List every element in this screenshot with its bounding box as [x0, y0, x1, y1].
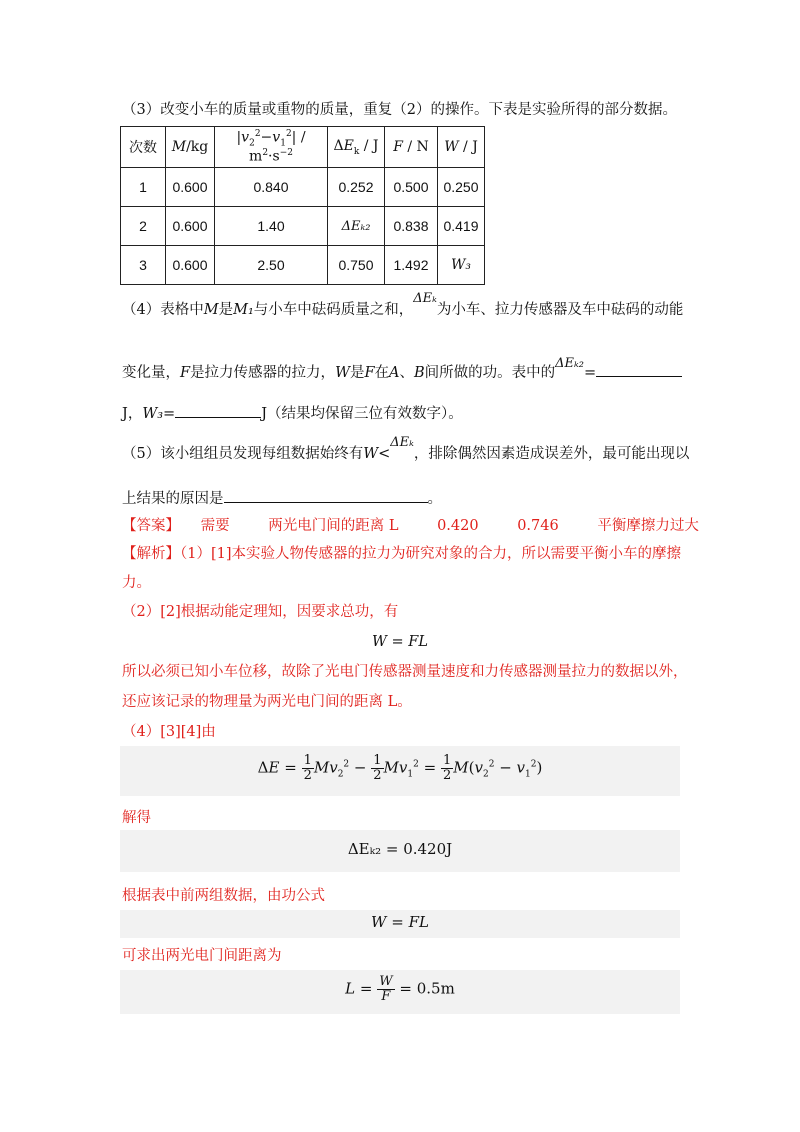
analysis-line-2: 力。: [122, 575, 151, 591]
header-mass: M/kg: [166, 127, 215, 168]
header-delta-ek: $\Delta E_k$ / J: [328, 127, 385, 168]
answer-blank-reason: [224, 488, 428, 503]
header-work: W / J: [438, 127, 485, 168]
analysis-line-3: （2）[2]根据动能定理知，因要求总功，有: [122, 604, 399, 620]
table-cell: 1: [121, 168, 166, 207]
question-5-line-1: （5）该小组组员发现每组数据始终有W<ΔEₖ，排除偶然因素造成误差外，最可能出现以: [122, 435, 690, 462]
formula-box-distance: [120, 970, 680, 1014]
formula-box-energy: [120, 746, 680, 796]
table-cell: W₃: [438, 246, 485, 285]
header-velocity-squared: $|v_2^2-v_1^2| / m^2\cdot s^{-2}$: [215, 127, 328, 168]
answer-label: 【答案】: [122, 518, 180, 534]
table-cell: 0.500: [385, 168, 438, 207]
table-cell: 1.492: [385, 246, 438, 285]
table-row: [121, 246, 485, 285]
table-cell: 0.600: [166, 207, 215, 246]
table-cell: 0.750: [328, 246, 385, 285]
table-cell: 3: [121, 246, 166, 285]
formula-result: ΔEₖ₂ = 0.420J: [347, 840, 453, 858]
table-cell: 0.600: [166, 168, 215, 207]
formula-energy: ΔE = $\frac{1}{2}$ $Mv_2^2$ − $\frac{1}{2}$ $Mv_1^2$ = $\frac{1}{2}$ $M(v_2^2 - v_1^2)$: [257, 753, 543, 783]
formula-work-1: W = FL: [372, 634, 428, 650]
analysis-line-8: 根据表中前两组数据，由功公式: [122, 888, 325, 904]
formula-box-work: [120, 910, 680, 938]
header-force: F / N: [385, 127, 438, 168]
table-cell: 0.250: [438, 168, 485, 207]
answer-2: 两光电门间的距离 L: [268, 518, 399, 534]
data-table: [120, 126, 485, 285]
answer-5: 平衡摩擦力过大: [597, 518, 699, 534]
table-cell: 0.600: [166, 246, 215, 285]
answer-4: 0.746: [517, 518, 559, 534]
question-4-line-2: 变化量，F是拉力传感器的拉力，W是F在A、B间所做的功。表中的ΔEₖ₂=: [122, 362, 682, 384]
formula-box-result: [120, 830, 680, 872]
table-cell: ΔEₖ₂: [328, 207, 385, 246]
answer-3: 0.420: [437, 518, 479, 534]
formula-work-2: W = FL: [371, 913, 429, 931]
question-4-line-3: J，W₃= J（结果均保留三位有效数字）。: [122, 403, 463, 424]
table-cell: 2: [121, 207, 166, 246]
analysis-line-6: （4）[3][4]由: [122, 724, 216, 740]
table-row: [121, 168, 485, 207]
analysis-line-7: 解得: [122, 810, 151, 826]
answer-blank-w3: [175, 403, 261, 418]
answer-line: [122, 516, 699, 536]
question-5-line-2: 上结果的原因是 。: [122, 488, 442, 509]
analysis-line-1: 【解析】（1）[1]本实验人物传感器的拉力为研究对象的合力，所以需要平衡小车的摩擦: [122, 546, 682, 562]
answer-blank-delta-ek2: [596, 362, 682, 377]
table-header-row: [121, 127, 485, 168]
table-cell: 0.419: [438, 207, 485, 246]
answer-1: 需要: [200, 518, 230, 534]
analysis-line-5: 还应该记录的物理量为两光电门间的距离 L。: [122, 694, 412, 710]
header-trial: 次数: [121, 127, 166, 168]
table-row: [121, 207, 485, 246]
table-cell: 0.252: [328, 168, 385, 207]
question-3-text: （3）改变小车的质量或重物的质量，重复（2）的操作。下表是实验所得的部分数据。: [122, 102, 677, 118]
table-cell: 1.40: [215, 207, 328, 246]
table-cell: 0.838: [385, 207, 438, 246]
formula-distance: L = $\frac{W}{F}$ = 0.5m: [345, 974, 455, 1004]
table-cell: 0.840: [215, 168, 328, 207]
analysis-line-9: 可求出两光电门间距离为: [122, 948, 282, 964]
analysis-line-4: 所以必须已知小车位移，故除了光电门传感器测量速度和力传感器测量拉力的数据以外，: [122, 664, 688, 680]
question-4-line-1: （4）表格中M是M₁与小车中砝码质量之和，ΔEₖ为小车、拉力传感器及车中砝码的动能: [122, 291, 684, 318]
table-cell: 2.50: [215, 246, 328, 285]
